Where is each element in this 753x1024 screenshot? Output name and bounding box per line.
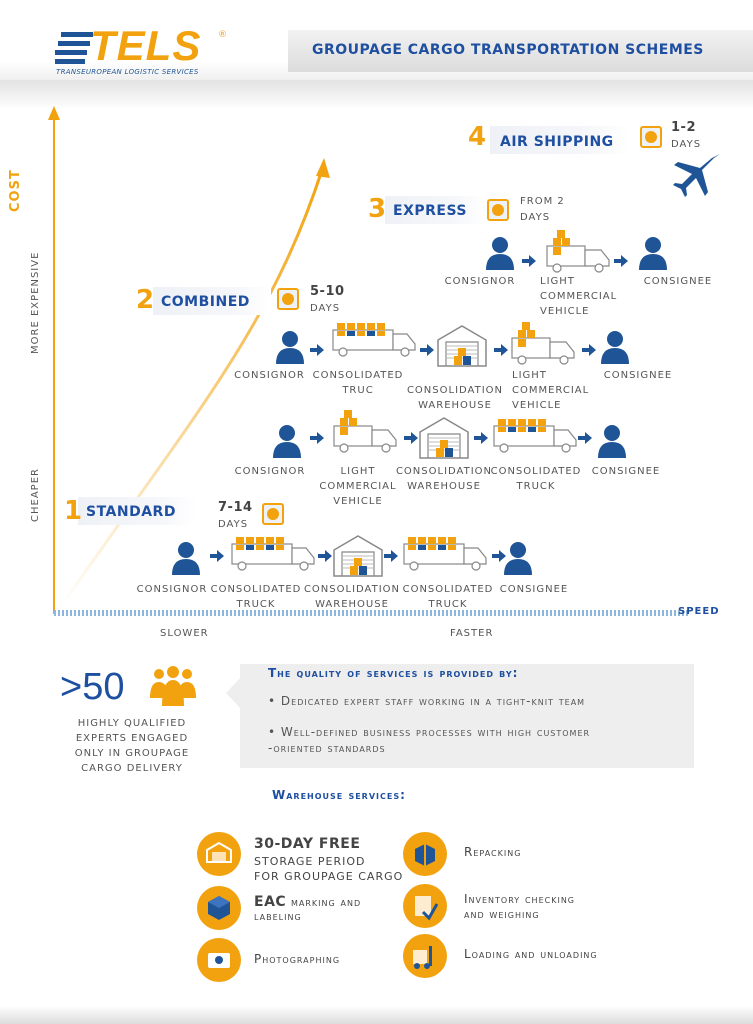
person-icon <box>601 331 629 364</box>
marking-icon <box>197 886 241 930</box>
flow-consolidated-truck: CONSOLIDATED TRUCK <box>490 466 582 492</box>
warehouse-icon <box>334 536 382 576</box>
service-loading: Loading and unloading <box>464 947 598 961</box>
arrow-icon <box>522 255 536 267</box>
person-icon <box>172 542 200 575</box>
service-marking-text: labeling <box>254 910 302 923</box>
warehouse-icon <box>420 418 468 458</box>
scheme-combined-days: 5-10 DAYS <box>310 284 345 314</box>
person-icon <box>486 237 514 270</box>
service-storage-text: STORAGE PERIOD FOR GROUPAGE CARGO <box>254 855 404 883</box>
consolidated-truck-icon <box>494 419 576 452</box>
y-axis-more: MORE EXPENSIVE <box>30 251 41 354</box>
y-axis-label: COST <box>8 169 23 212</box>
footer-band <box>0 1006 753 1024</box>
service-photographing: Photographing <box>254 952 341 966</box>
repacking-icon <box>403 832 447 876</box>
warehouse-icon <box>438 326 486 366</box>
scheme-standard-days: 7-14 DAYS <box>218 500 253 530</box>
quality-heading: The quality of services is provided by: <box>268 666 519 680</box>
person-icon <box>598 425 626 458</box>
scheme-air-name: AIR SHIPPING <box>500 134 614 150</box>
scheme-express-name: EXPRESS <box>393 203 467 219</box>
service-repacking: Repacking <box>464 845 522 859</box>
team-icon <box>146 666 200 710</box>
experts-caption: HIGHLY QUALIFIED EXPERTS ENGAGED ONLY IN GROUPAGE CARGO DELIVERY <box>74 718 190 774</box>
service-marking-title: EAC marking and <box>254 894 362 910</box>
arrow-icon <box>582 344 596 356</box>
light-vehicle-icon <box>512 322 574 364</box>
logo-text: TELS <box>90 22 202 69</box>
logo-tagline: TRANSEUROPEAN LOGISTIC SERVICES <box>56 68 199 76</box>
flow-consignee: CONSIGNEE <box>643 276 713 287</box>
y-axis-less: CHEAPER <box>30 468 41 522</box>
arrow-icon <box>492 550 506 562</box>
light-vehicle-icon <box>334 410 396 452</box>
scheme-air-days: 1-2 DAYS <box>671 120 702 150</box>
arrow-icon <box>578 432 592 444</box>
service-storage-title: 30-DAY FREE <box>254 836 361 852</box>
x-axis-fast: FASTER <box>450 628 494 639</box>
arrow-icon <box>310 432 324 444</box>
flow-consolidation-warehouse: CONSOLIDATION WAREHOUSE <box>395 466 493 492</box>
flow-consolidated-truck: CONSOLIDATED TRUCK <box>210 584 302 610</box>
scheme-express-number: 3 <box>368 194 387 224</box>
page-title: GROUPAGE CARGO TRANSPORTATION SCHEMES <box>312 42 704 58</box>
person-icon <box>504 542 532 575</box>
arrow-icon <box>310 344 324 356</box>
flow-consolidation-warehouse: CONSOLIDATION WAREHOUSE <box>303 584 401 610</box>
consolidated-truck-icon <box>333 323 415 356</box>
person-icon <box>639 237 667 270</box>
scheme-express-days: FROM 2 DAYS <box>520 196 565 223</box>
flow-lcv: LIGHT COMMERCIAL VEHICLE <box>512 370 590 411</box>
forklift-icon <box>403 934 447 978</box>
flow-consignee: CONSIGNEE <box>603 370 673 381</box>
scheme-combined-name: COMBINED <box>161 294 250 310</box>
light-vehicle-icon <box>547 230 609 272</box>
service-inventory: Inventory checking and weighing <box>464 892 575 921</box>
flow-consignee: CONSIGNEE <box>591 466 661 477</box>
scheme-standard-number: 1 <box>64 496 83 526</box>
arrow-icon <box>384 550 398 562</box>
arrow-icon <box>420 344 434 356</box>
logo-registered: ® <box>218 30 227 40</box>
flow-consolidated-truck: CONSOLIDATED TRUC <box>312 370 404 396</box>
warehouse-heading: Warehouse services: <box>272 788 406 802</box>
flow-lcv: LIGHT COMMERCIAL VEHICLE <box>319 466 397 507</box>
arrow-icon <box>210 550 224 562</box>
consolidated-truck-icon <box>404 537 486 570</box>
inventory-icon <box>403 884 447 928</box>
x-axis-slow: SLOWER <box>160 628 209 639</box>
flow-consignor: CONSIGNOR <box>136 584 208 595</box>
flow-consolidation-warehouse: CONSOLIDATION WAREHOUSE <box>406 385 504 411</box>
experts-count: >50 <box>60 666 125 708</box>
flow-consolidated-truck: CONSOLIDATED TRUCK <box>402 584 494 610</box>
flow-lcv: LIGHT COMMERCIAL VEHICLE <box>540 276 618 317</box>
arrow-icon <box>318 550 332 562</box>
scheme-standard-name: STANDARD <box>86 504 176 520</box>
person-icon <box>276 331 304 364</box>
scheme-air-number: 4 <box>468 122 487 152</box>
storage-icon <box>197 832 241 876</box>
flow-consignor: CONSIGNOR <box>234 466 306 477</box>
scheme-combined-number: 2 <box>136 285 155 315</box>
quality-item: • Well-defined business processes with high customer -oriented standards <box>268 725 591 755</box>
consolidated-truck-icon <box>232 537 314 570</box>
person-icon <box>273 425 301 458</box>
arrow-icon <box>494 344 508 356</box>
flow-consignor: CONSIGNOR <box>234 370 305 381</box>
flow-consignee: CONSIGNEE <box>499 584 569 595</box>
flow-consignor: CONSIGNOR <box>444 276 516 287</box>
x-axis-label: SPEED <box>678 606 720 617</box>
camera-icon <box>197 938 241 982</box>
quality-item: • Dedicated expert staff working in a tight-knit team <box>268 694 586 708</box>
arrow-icon <box>404 432 418 444</box>
arrow-icon <box>474 432 488 444</box>
arrow-icon <box>614 255 628 267</box>
